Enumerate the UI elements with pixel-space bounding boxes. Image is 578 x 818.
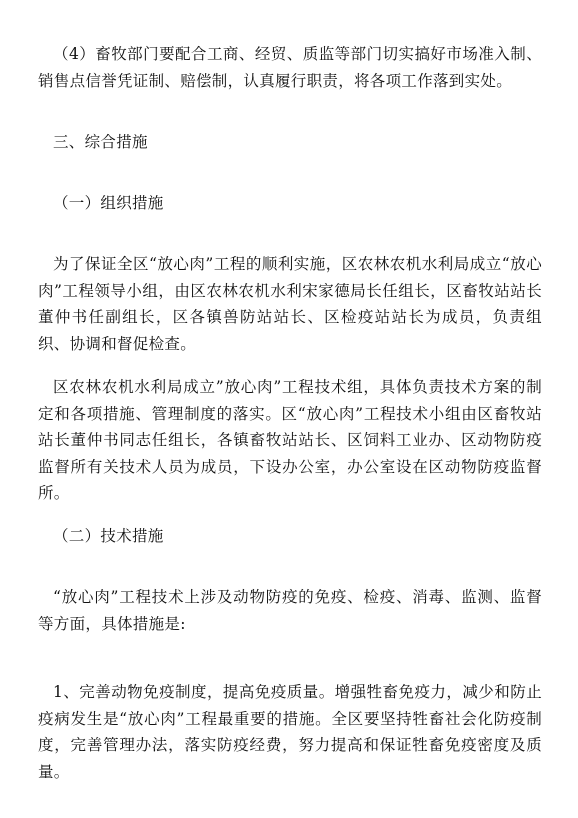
heading-technical-measures: （二）技术措施 — [53, 527, 164, 545]
paragraph-leading-group: 为了保证全区“放心肉”工程的顺利实施，区农林农机水利局成立“放心肉”工程领导小组，由区农林农机水利宋家德局长任组长，区畜牧站站长董仲书任副组长，区各镇兽防站站长、区检疫站站长为成员，负责组织、协调和督促检查。 — [38, 255, 542, 353]
paragraph-technical-group: 区农林农机水利局成立”放心肉”工程技术组，具体负责技术方案的制定和各项措施、管理制度的落实。区“放心肉”工程技术小组由区畜牧站站长董仲书同志任组长，各镇畜牧站站长、区饲料工业办、区动物防疫监督所有关技术人员为成员，下设办公室，办公室设在区动物防疫监督所。 — [38, 378, 542, 502]
paragraph-market-access: （4）畜牧部门要配合工商、经贸、质监等部门切实搞好市场准入制、销售点信誉凭证制、赔偿制，认真履行职责，将各项工作落到实处。 — [38, 45, 542, 90]
paragraph-immunization: 1、完善动物免疫制度，提高免疫质量。增强牲畜免疫力，减少和防止疫病发生是“放心肉”工程最重要的措施。全区要坚持牲畜社会化防疫制度，完善管理办法，落实防疫经费，努力提高和保证牲畜免疫密度及质量。 — [38, 683, 542, 781]
heading-organizational-measures: （一）组织措施 — [53, 194, 164, 212]
heading-comprehensive-measures: 三、综合措施 — [53, 133, 148, 151]
paragraph-technical-scope: “放心肉”工程技术上涉及动物防疫的免疫、检疫、消毒、监测、监督等方面，具体措施是: — [38, 588, 542, 633]
